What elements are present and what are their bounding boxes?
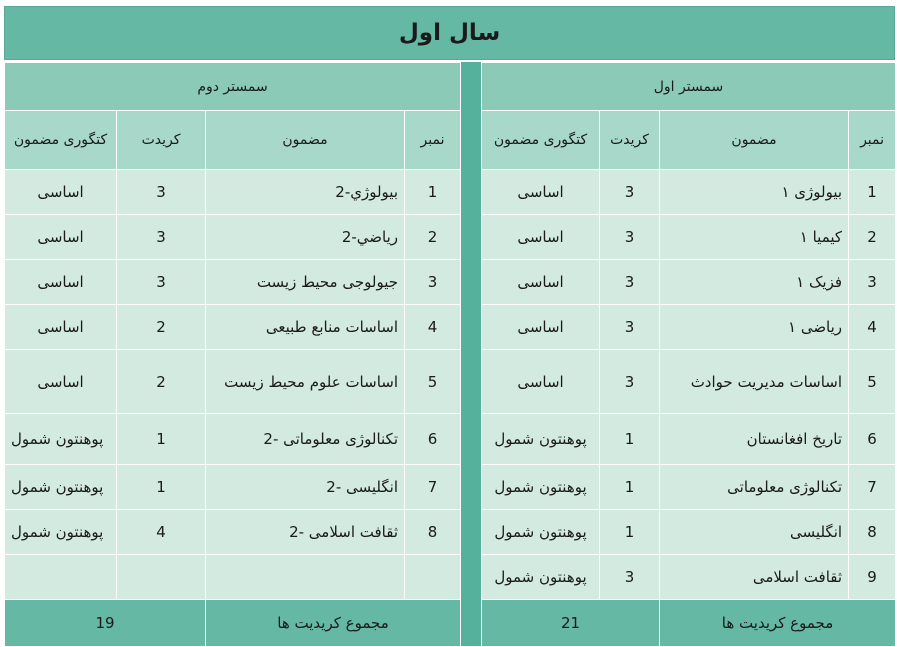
row-credit: 1 xyxy=(600,414,660,465)
row-credit: 1 xyxy=(600,465,660,510)
row-category: پوهنتون شمول xyxy=(482,465,600,510)
row-subject: اساسات منابع طبیعی xyxy=(206,305,405,350)
table-row xyxy=(482,510,896,555)
row-num: 2 xyxy=(405,215,461,260)
row-credit: 3 xyxy=(600,350,660,414)
header-num: نمبر xyxy=(405,111,461,170)
header-credit: کریدت xyxy=(600,111,660,170)
row-category: پوهنتون شمول xyxy=(482,414,600,465)
row-category: اساسی xyxy=(482,305,600,350)
row-category: پوهنتون شمول xyxy=(482,555,600,600)
row-num: 4 xyxy=(405,305,461,350)
semester-2-label: سمستر دوم xyxy=(5,63,461,111)
row-category: اساسی xyxy=(482,170,600,215)
row-credit: 3 xyxy=(600,215,660,260)
row-category: اساسی xyxy=(5,170,117,215)
row-subject: ریاضی ۱ xyxy=(660,305,849,350)
row-category: اساسی xyxy=(482,260,600,305)
row-credit: 3 xyxy=(600,260,660,305)
row-category: اساسی xyxy=(482,350,600,414)
row-subject: ثقافت اسلامی -2 xyxy=(206,510,405,555)
row-subject: جیولوجی محیط زیست xyxy=(206,260,405,305)
row-num: 1 xyxy=(849,170,896,215)
row-credit: 3 xyxy=(117,260,206,305)
table-row xyxy=(482,305,896,350)
table-row xyxy=(5,260,461,305)
row-num: 9 xyxy=(849,555,896,600)
table-row xyxy=(482,555,896,600)
row-subject: تاریخ افغانستان xyxy=(660,414,849,465)
row-subject: تکنالوژی معلوماتی -2 xyxy=(206,414,405,465)
row-credit: 3 xyxy=(600,170,660,215)
row-credit: 1 xyxy=(600,510,660,555)
row-num: 8 xyxy=(849,510,896,555)
row-category: پوهنتون شمول xyxy=(5,465,117,510)
table-row xyxy=(5,350,461,414)
row-subject: اساسات مدیریت حوادث xyxy=(660,350,849,414)
row-category: پوهنتون شمول xyxy=(482,510,600,555)
row-credit: 3 xyxy=(117,215,206,260)
header-num: نمبر xyxy=(849,111,896,170)
row-category: پوهنتون شمول xyxy=(5,414,117,465)
row-num: 7 xyxy=(405,465,461,510)
semester-2-table xyxy=(4,62,461,647)
row-category: اساسی xyxy=(5,305,117,350)
row-subject: اساسات علوم محیط زیست xyxy=(206,350,405,414)
row-category: اساسی xyxy=(5,215,117,260)
row-num xyxy=(405,555,461,600)
row-subject: بیولوژی ۱ xyxy=(660,170,849,215)
total-value: 21 xyxy=(482,600,660,647)
row-credit: 1 xyxy=(117,414,206,465)
table-row xyxy=(482,260,896,305)
row-subject xyxy=(206,555,405,600)
row-num: 4 xyxy=(849,305,896,350)
table-row xyxy=(482,170,896,215)
row-category: اساسی xyxy=(5,350,117,414)
row-num: 5 xyxy=(405,350,461,414)
row-subject: بیولوژي-2 xyxy=(206,170,405,215)
table-row xyxy=(482,215,896,260)
table-row xyxy=(5,170,461,215)
semester-1-label: سمستر اول xyxy=(482,63,896,111)
row-num: 3 xyxy=(405,260,461,305)
row-subject: رياضي-2 xyxy=(206,215,405,260)
semester-1-table xyxy=(481,62,896,647)
row-num: 2 xyxy=(849,215,896,260)
row-num: 8 xyxy=(405,510,461,555)
table-row xyxy=(482,465,896,510)
row-subject: انگلیسی xyxy=(660,510,849,555)
semester-divider xyxy=(460,62,481,646)
row-subject: تکنالوژی معلوماتی xyxy=(660,465,849,510)
row-subject: انگلیسی -2 xyxy=(206,465,405,510)
row-subject: فزیک ۱ xyxy=(660,260,849,305)
row-credit: 3 xyxy=(600,305,660,350)
row-category: اساسی xyxy=(482,215,600,260)
header-subject: مضمون xyxy=(660,111,849,170)
table-row xyxy=(5,510,461,555)
row-credit: 4 xyxy=(117,510,206,555)
row-credit: 3 xyxy=(600,555,660,600)
row-category: اساسی xyxy=(5,260,117,305)
row-credit: 3 xyxy=(117,170,206,215)
row-credit xyxy=(117,555,206,600)
row-subject: ثقافت اسلامی xyxy=(660,555,849,600)
table-row xyxy=(5,215,461,260)
total-label: مجموع کریدیت ها xyxy=(660,600,896,647)
table-row xyxy=(5,555,461,600)
table-row xyxy=(482,350,896,414)
row-credit: 2 xyxy=(117,350,206,414)
row-credit: 2 xyxy=(117,305,206,350)
page-title: سال اول xyxy=(4,6,895,60)
row-credit: 1 xyxy=(117,465,206,510)
header-category: کتگوری مضمون xyxy=(482,111,600,170)
table-row xyxy=(482,414,896,465)
row-num: 6 xyxy=(405,414,461,465)
row-num: 7 xyxy=(849,465,896,510)
row-num: 1 xyxy=(405,170,461,215)
total-label: مجموع کریدیت ها xyxy=(206,600,461,647)
row-subject: کیمیا ۱ xyxy=(660,215,849,260)
table-row xyxy=(5,305,461,350)
row-category: پوهنتون شمول xyxy=(5,510,117,555)
table-row xyxy=(5,414,461,465)
row-category xyxy=(5,555,117,600)
table-row xyxy=(5,465,461,510)
row-num: 3 xyxy=(849,260,896,305)
header-category: کتگوری مضمون xyxy=(5,111,117,170)
total-value: 19 xyxy=(5,600,206,647)
row-num: 6 xyxy=(849,414,896,465)
row-num: 5 xyxy=(849,350,896,414)
header-subject: مضمون xyxy=(206,111,405,170)
header-credit: کریدت xyxy=(117,111,206,170)
